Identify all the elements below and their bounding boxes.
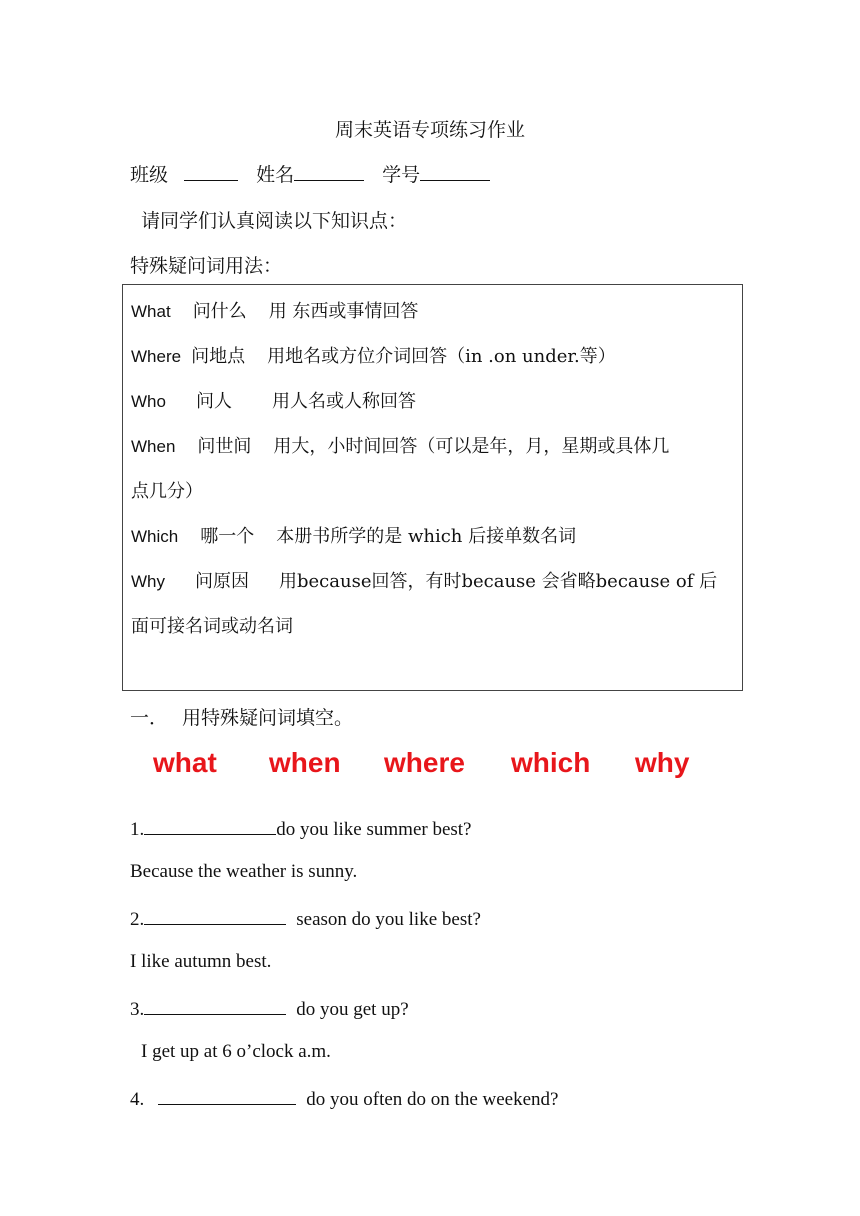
- question-number: 2.: [130, 909, 145, 930]
- question-usage: 本册书所学的是 which 后接单数名词: [276, 526, 577, 547]
- intro-text: 请同学们认真阅读以下知识点：: [141, 210, 408, 232]
- knowledge-row-where: [131, 342, 616, 368]
- knowledge-row-which: [131, 522, 576, 548]
- question-word: Where: [131, 347, 182, 366]
- class-label: 班级: [130, 164, 169, 186]
- section-heading: 特殊疑问词用法：: [130, 255, 283, 277]
- question-1: [130, 816, 472, 841]
- word-bank-where: where: [384, 747, 465, 778]
- student-info-line: [130, 160, 490, 187]
- question-usage: 用人名或人称回答: [271, 391, 416, 412]
- knowledge-box: [122, 284, 743, 691]
- number-label: 学号: [382, 164, 421, 186]
- question-usage: 用地名或方位介词回答（in .on under.等）: [267, 346, 616, 367]
- answer-blank[interactable]: [144, 996, 286, 1015]
- word-bank-when: when: [269, 747, 341, 778]
- word-bank-why: why: [635, 747, 690, 778]
- question-text: do you get up?: [296, 999, 409, 1020]
- number-blank[interactable]: [420, 162, 490, 181]
- question-word: Who: [131, 392, 166, 411]
- question-text: do you like summer best?: [276, 819, 472, 840]
- question-word: What: [131, 302, 171, 321]
- question-meaning: 问原因: [195, 571, 249, 592]
- answer-blank[interactable]: [158, 1086, 296, 1105]
- question-meaning: 问地点: [191, 346, 246, 367]
- knowledge-row-what: [131, 297, 418, 323]
- question-meaning: 问什么: [192, 301, 247, 322]
- answer-1: Because the weather is sunny.: [130, 861, 358, 882]
- answer-blank[interactable]: [144, 816, 276, 835]
- question-number: 1.: [130, 819, 145, 840]
- answer-3: I get up at 6 o’clock a.m.: [141, 1041, 331, 1062]
- word-bank-what: what: [153, 747, 217, 778]
- class-blank[interactable]: [184, 162, 238, 181]
- question-usage: 用大，小时间回答（可以是年，月，星期或具体几: [273, 436, 670, 457]
- question-meaning: 问人: [195, 391, 232, 412]
- knowledge-row-why-cont: 面可接名词或动名词: [131, 616, 293, 637]
- question-2: [130, 906, 481, 931]
- exercise-heading: [130, 703, 353, 730]
- question-usage: 用because回答，有时because 会省略because of 后: [279, 571, 718, 592]
- exercise-number: 一．: [130, 707, 169, 729]
- knowledge-row-why: [131, 567, 717, 593]
- question-text: season do you like best?: [296, 909, 481, 930]
- question-number: 4.: [130, 1089, 145, 1110]
- question-usage: 用 东西或事情回答: [268, 301, 419, 322]
- word-bank-which: which: [511, 747, 591, 778]
- knowledge-row-when-cont: 点几分）: [131, 481, 203, 502]
- knowledge-row-when: [131, 432, 669, 458]
- name-label: 姓名: [256, 164, 295, 186]
- page-title: 周末英语专项练习作业: [334, 119, 525, 141]
- answer-2: I like autumn best.: [130, 951, 272, 972]
- knowledge-row-who: [131, 387, 416, 413]
- question-word: Which: [131, 527, 179, 546]
- question-number: 3.: [130, 999, 145, 1020]
- question-meaning: 哪一个: [200, 526, 255, 547]
- question-3: [130, 996, 409, 1021]
- question-word: When: [131, 437, 176, 456]
- question-meaning: 问世间: [197, 436, 252, 457]
- answer-blank[interactable]: [144, 906, 286, 925]
- question-4: [130, 1086, 558, 1111]
- question-text: do you often do on the weekend?: [306, 1089, 559, 1110]
- name-blank[interactable]: [294, 162, 364, 181]
- question-word: Why: [131, 572, 165, 591]
- exercise-instruction: 用特殊疑问词填空。: [182, 707, 354, 729]
